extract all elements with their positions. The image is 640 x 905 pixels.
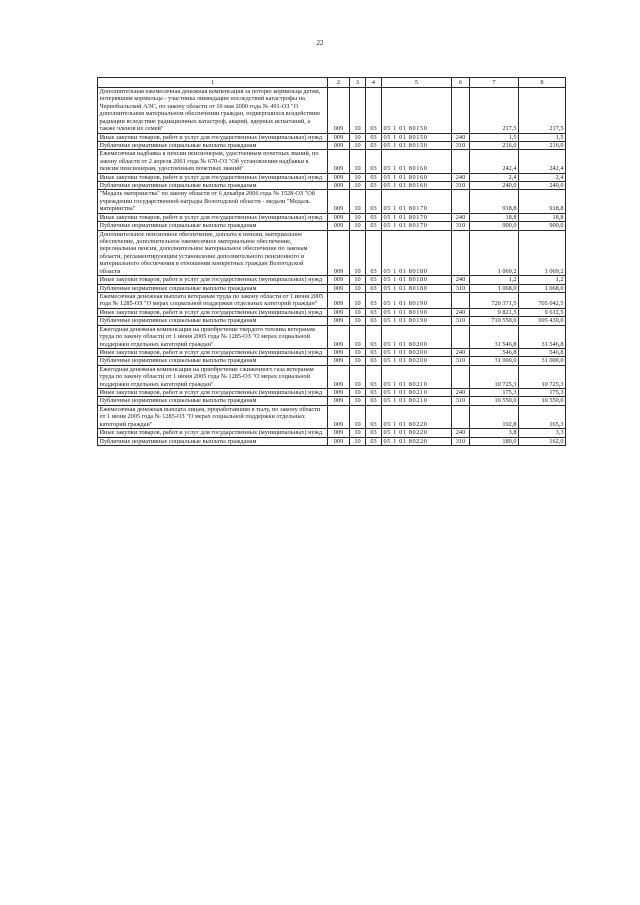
expense-type-code	[452, 292, 470, 308]
expense-name: Публичные нормативные социальные выплаты гражданам	[98, 222, 328, 230]
amount-year-1: 2,4	[470, 173, 519, 181]
section-code: 10	[350, 190, 366, 213]
section-code: 10	[350, 317, 366, 325]
ministry-code: 009	[328, 389, 350, 397]
expense-name: Иные закупки товаров, работ и услуг для государственных (муниципальных) нужд	[98, 173, 328, 181]
amount-year-1: 217,5	[470, 88, 519, 134]
amount-year-1: 900,0	[470, 222, 519, 230]
amount-year-2: 546,8	[519, 348, 566, 356]
subsection-code: 03	[366, 317, 382, 325]
amount-year-2: 242,4	[519, 150, 566, 173]
column-header: 5	[382, 78, 452, 88]
amount-year-2: 695 430,0	[519, 317, 566, 325]
amount-year-1: 216,0	[470, 141, 519, 149]
ministry-code: 009	[328, 348, 350, 356]
expense-type-code: 240	[452, 348, 470, 356]
expense-name: Дополнительная ежемесячная денежная компенсация за потерю кормильца детям, потерявшим кормильца - участника ликвидации последствий катастрофы на Чернобыльской АЭС, по закону области от 10 мая 2000 года № 491-ОЗ "О дополнительном материальном обеспечении граждан, подвергшихся воздействию радиации вследствие радиационных катастроф, аварий, ядерных испытаний, а также членов их семей"	[98, 88, 328, 134]
expense-name: Публичные нормативные социальные выплаты гражданам	[98, 141, 328, 149]
page-number: 22	[316, 39, 324, 47]
table-row	[98, 182, 566, 190]
amount-year-2: 31 000,0	[519, 357, 566, 365]
table-row	[98, 357, 566, 365]
table-row	[98, 173, 566, 181]
expense-name: Ежегодная денежная компенсация на приобретение твердого топлива ветеранам труда по закону области от 1 июня 2005 года № 1285-ОЗ "О мерах социальной поддержки отдельных категорий граждан"	[98, 325, 328, 348]
ministry-code: 009	[328, 150, 350, 173]
expense-name: Иные закупки товаров, работ и услуг для государственных (муниципальных) нужд	[98, 429, 328, 437]
table-row	[98, 405, 566, 428]
column-header: 7	[470, 78, 519, 88]
target-article-code: 05 1 01 80200	[382, 357, 452, 365]
target-article-code: 05 1 01 80180	[382, 284, 452, 292]
ministry-code: 009	[328, 88, 350, 134]
subsection-code: 03	[366, 222, 382, 230]
table-row	[98, 150, 566, 173]
amount-year-2: 165,3	[519, 405, 566, 428]
section-code: 10	[350, 365, 366, 388]
expense-name: Иные закупки товаров, работ и услуг для государственных (муниципальных) нужд	[98, 213, 328, 221]
table-row	[98, 365, 566, 388]
amount-year-1: 189,0	[470, 437, 519, 445]
amount-year-1: 1,2	[470, 276, 519, 284]
subsection-code: 03	[366, 276, 382, 284]
ministry-code: 009	[328, 317, 350, 325]
amount-year-2: 31 546,8	[519, 325, 566, 348]
section-code: 10	[350, 437, 366, 445]
table-row	[98, 437, 566, 445]
section-code: 10	[350, 222, 366, 230]
section-code: 10	[350, 173, 366, 181]
column-header: 8	[519, 78, 566, 88]
ministry-code: 009	[328, 230, 350, 276]
expense-name: Иные закупки товаров, работ и услуг для государственных (муниципальных) нужд	[98, 308, 328, 316]
subsection-code: 03	[366, 88, 382, 134]
section-code: 10	[350, 348, 366, 356]
amount-year-2: 216,0	[519, 141, 566, 149]
subsection-code: 03	[366, 133, 382, 141]
table-row	[98, 397, 566, 405]
ministry-code: 009	[328, 222, 350, 230]
expense-type-code	[452, 230, 470, 276]
amount-year-1: 1,5	[470, 133, 519, 141]
ministry-code: 009	[328, 429, 350, 437]
section-code: 10	[350, 292, 366, 308]
subsection-code: 03	[366, 348, 382, 356]
subsection-code: 03	[366, 173, 382, 181]
expense-name: "Медаль материнства" по закону области от 6 декабря 2006 года № 1528-ОЗ "Об учреждении государственной награды Вологодской области - медали "Медаль материнства"	[98, 190, 328, 213]
subsection-code: 03	[366, 141, 382, 149]
amount-year-2: 900,0	[519, 222, 566, 230]
section-code: 10	[350, 308, 366, 316]
amount-year-1: 18,8	[470, 213, 519, 221]
ministry-code: 009	[328, 365, 350, 388]
subsection-code: 03	[366, 325, 382, 348]
table-row	[98, 389, 566, 397]
budget-table	[97, 77, 566, 446]
expense-name: Ежемесячная надбавка к пенсии пенсионерам, удостоенным почетных званий, по закону области от 2 апреля 2001 года № 670-ОЗ "Об установлении надбавки к пенсии пенсионерам, удостоенным почетных званий"	[98, 150, 328, 173]
amount-year-2: 2,4	[519, 173, 566, 181]
expense-name: Публичные нормативные социальные выплаты гражданам	[98, 182, 328, 190]
amount-year-2: 10 725,3	[519, 365, 566, 388]
section-code: 10	[350, 429, 366, 437]
subsection-code: 03	[366, 357, 382, 365]
column-header: 2	[328, 78, 350, 88]
target-article-code: 05 1 01 80170	[382, 222, 452, 230]
expense-type-code	[452, 405, 470, 428]
section-code: 10	[350, 230, 366, 276]
section-code: 10	[350, 325, 366, 348]
subsection-code: 03	[366, 284, 382, 292]
amount-year-2: 10 550,0	[519, 397, 566, 405]
target-article-code: 05 1 01 80150	[382, 141, 452, 149]
expense-name: Дополнительное пенсионное обеспечение, доплата к пенсии, материальное обеспечение, дополнительное ежемесячное материальное обеспечение, персональная пенсия, дополнительное материальное обеспечение по законам области, регламентирующим установление дополнительного пенсионного и материального обеспечения в отношении конкретных граждан Вологодской области	[98, 230, 328, 276]
expense-type-code: 240	[452, 276, 470, 284]
table-row	[98, 190, 566, 213]
subsection-code: 03	[366, 230, 382, 276]
target-article-code: 05 1 01 80200	[382, 348, 452, 356]
expense-type-code: 310	[452, 397, 470, 405]
subsection-code: 03	[366, 365, 382, 388]
expense-type-code: 240	[452, 133, 470, 141]
ministry-code: 009	[328, 173, 350, 181]
column-header: 3	[350, 78, 366, 88]
expense-type-code	[452, 365, 470, 388]
ministry-code: 009	[328, 325, 350, 348]
subsection-code: 03	[366, 150, 382, 173]
target-article-code: 05 1 01 80150	[382, 88, 452, 134]
expense-name: Иные закупки товаров, работ и услуг для государственных (муниципальных) нужд	[98, 348, 328, 356]
table-row	[98, 88, 566, 134]
table-row	[98, 276, 566, 284]
expense-type-code: 240	[452, 173, 470, 181]
subsection-code: 03	[366, 213, 382, 221]
expense-name: Ежемесячная денежная выплата лицам, проработавшим в тылу, по закону области от 1 июня 2005 года № 1285-ОЗ "О мерах социальной поддержки отдельных категорий граждан"	[98, 405, 328, 428]
column-header: 4	[366, 78, 382, 88]
amount-year-1: 720 371,5	[470, 292, 519, 308]
subsection-code: 03	[366, 292, 382, 308]
section-code: 10	[350, 397, 366, 405]
amount-year-2: 18,8	[519, 213, 566, 221]
amount-year-2: 175,3	[519, 389, 566, 397]
table-row	[98, 308, 566, 316]
expense-name: Иные закупки товаров, работ и услуг для государственных (муниципальных) нужд	[98, 276, 328, 284]
expense-name: Публичные нормативные социальные выплаты гражданам	[98, 397, 328, 405]
amount-year-1: 3,8	[470, 429, 519, 437]
section-code: 10	[350, 389, 366, 397]
target-article-code: 05 1 01 80190	[382, 308, 452, 316]
column-header: 1	[98, 78, 328, 88]
ministry-code: 009	[328, 357, 350, 365]
amount-year-2: 918,8	[519, 190, 566, 213]
expense-name: Публичные нормативные социальные выплаты гражданам	[98, 317, 328, 325]
amount-year-1: 918,8	[470, 190, 519, 213]
amount-year-1: 31 546,8	[470, 325, 519, 348]
amount-year-2: 1,5	[519, 133, 566, 141]
ministry-code: 009	[328, 190, 350, 213]
subsection-code: 03	[366, 437, 382, 445]
ministry-code: 009	[328, 182, 350, 190]
amount-year-1: 175,3	[470, 389, 519, 397]
amount-year-2: 217,5	[519, 88, 566, 134]
ministry-code: 009	[328, 405, 350, 428]
expense-type-code: 240	[452, 389, 470, 397]
ministry-code: 009	[328, 284, 350, 292]
amount-year-1: 31 000,0	[470, 357, 519, 365]
target-article-code: 05 1 01 80170	[382, 213, 452, 221]
expense-type-code: 240	[452, 308, 470, 316]
subsection-code: 03	[366, 429, 382, 437]
target-article-code: 05 1 01 80170	[382, 190, 452, 213]
amount-year-1: 10 725,3	[470, 365, 519, 388]
table-row	[98, 317, 566, 325]
subsection-code: 03	[366, 405, 382, 428]
ministry-code: 009	[328, 133, 350, 141]
section-code: 10	[350, 405, 366, 428]
table-row	[98, 230, 566, 276]
amount-year-1: 240,0	[470, 182, 519, 190]
target-article-code: 05 1 01 80200	[382, 325, 452, 348]
section-code: 10	[350, 88, 366, 134]
expense-type-code: 310	[452, 317, 470, 325]
target-article-code: 05 1 01 80190	[382, 317, 452, 325]
target-article-code: 05 1 01 80220	[382, 429, 452, 437]
expense-name: Публичные нормативные социальные выплаты гражданам	[98, 357, 328, 365]
amount-year-1: 242,4	[470, 150, 519, 173]
amount-year-2: 9 612,5	[519, 308, 566, 316]
amount-year-2: 705 042,5	[519, 292, 566, 308]
expense-type-code: 240	[452, 429, 470, 437]
section-code: 10	[350, 141, 366, 149]
amount-year-2: 1 068,0	[519, 284, 566, 292]
table-row	[98, 429, 566, 437]
amount-year-1: 1 069,2	[470, 230, 519, 276]
expense-name: Ежемесячная денежная выплата ветеранам труда по закону области от 1 июня 2005 года № 1285-ОЗ "О мерах социальной поддержки отдельных категорий граждан"	[98, 292, 328, 308]
amount-year-1: 9 821,5	[470, 308, 519, 316]
expense-type-code	[452, 150, 470, 173]
expense-type-code	[452, 190, 470, 213]
table-row	[98, 213, 566, 221]
amount-year-2: 1,2	[519, 276, 566, 284]
target-article-code: 05 1 01 80150	[382, 133, 452, 141]
subsection-code: 03	[366, 308, 382, 316]
subsection-code: 03	[366, 397, 382, 405]
ministry-code: 009	[328, 437, 350, 445]
expense-type-code: 240	[452, 213, 470, 221]
target-article-code: 05 1 01 80220	[382, 405, 452, 428]
section-code: 10	[350, 133, 366, 141]
subsection-code: 03	[366, 389, 382, 397]
target-article-code: 05 1 01 80220	[382, 437, 452, 445]
table-row	[98, 222, 566, 230]
ministry-code: 009	[328, 276, 350, 284]
amount-year-1: 1 068,0	[470, 284, 519, 292]
section-code: 10	[350, 276, 366, 284]
table-header-row	[98, 78, 566, 88]
target-article-code: 05 1 01 80210	[382, 397, 452, 405]
table-row	[98, 284, 566, 292]
amount-year-2: 162,0	[519, 437, 566, 445]
expense-type-code	[452, 325, 470, 348]
table-row	[98, 325, 566, 348]
target-article-code: 05 1 01 80190	[382, 292, 452, 308]
amount-year-1: 546,8	[470, 348, 519, 356]
section-code: 10	[350, 284, 366, 292]
target-article-code: 05 1 01 80160	[382, 182, 452, 190]
amount-year-2: 1 069,2	[519, 230, 566, 276]
expense-type-code: 310	[452, 357, 470, 365]
expense-type-code: 310	[452, 222, 470, 230]
ministry-code: 009	[328, 141, 350, 149]
table-row	[98, 141, 566, 149]
amount-year-1: 710 550,0	[470, 317, 519, 325]
amount-year-1: 192,8	[470, 405, 519, 428]
expense-name: Публичные нормативные социальные выплаты гражданам	[98, 437, 328, 445]
expense-type-code: 310	[452, 284, 470, 292]
expense-type-code: 310	[452, 437, 470, 445]
table-row	[98, 133, 566, 141]
expense-type-code: 310	[452, 141, 470, 149]
ministry-code: 009	[328, 397, 350, 405]
table-row	[98, 292, 566, 308]
expense-name: Иные закупки товаров, работ и услуг для государственных (муниципальных) нужд	[98, 133, 328, 141]
subsection-code: 03	[366, 182, 382, 190]
target-article-code: 05 1 01 80180	[382, 276, 452, 284]
amount-year-2: 3,3	[519, 429, 566, 437]
section-code: 10	[350, 182, 366, 190]
expense-name: Ежегодная денежная компенсация на приобретение сжиженного газа ветеранам труда по закону области от 1 июня 2005 года № 1285-ОЗ "О мерах социальной поддержки отдельных категорий граждан"	[98, 365, 328, 388]
amount-year-1: 10 550,0	[470, 397, 519, 405]
expense-name: Иные закупки товаров, работ и услуг для государственных (муниципальных) нужд	[98, 389, 328, 397]
subsection-code: 03	[366, 190, 382, 213]
column-header: 6	[452, 78, 470, 88]
amount-year-2: 240,0	[519, 182, 566, 190]
target-article-code: 05 1 01 80180	[382, 230, 452, 276]
table-body	[98, 88, 566, 446]
ministry-code: 009	[328, 292, 350, 308]
table-row	[98, 348, 566, 356]
target-article-code: 05 1 01 80210	[382, 365, 452, 388]
expense-type-code	[452, 88, 470, 134]
section-code: 10	[350, 357, 366, 365]
expense-name: Публичные нормативные социальные выплаты гражданам	[98, 284, 328, 292]
ministry-code: 009	[328, 213, 350, 221]
target-article-code: 05 1 01 80210	[382, 389, 452, 397]
ministry-code: 009	[328, 308, 350, 316]
target-article-code: 05 1 01 80160	[382, 173, 452, 181]
expense-type-code: 310	[452, 182, 470, 190]
section-code: 10	[350, 150, 366, 173]
section-code: 10	[350, 213, 366, 221]
target-article-code: 05 1 01 80160	[382, 150, 452, 173]
